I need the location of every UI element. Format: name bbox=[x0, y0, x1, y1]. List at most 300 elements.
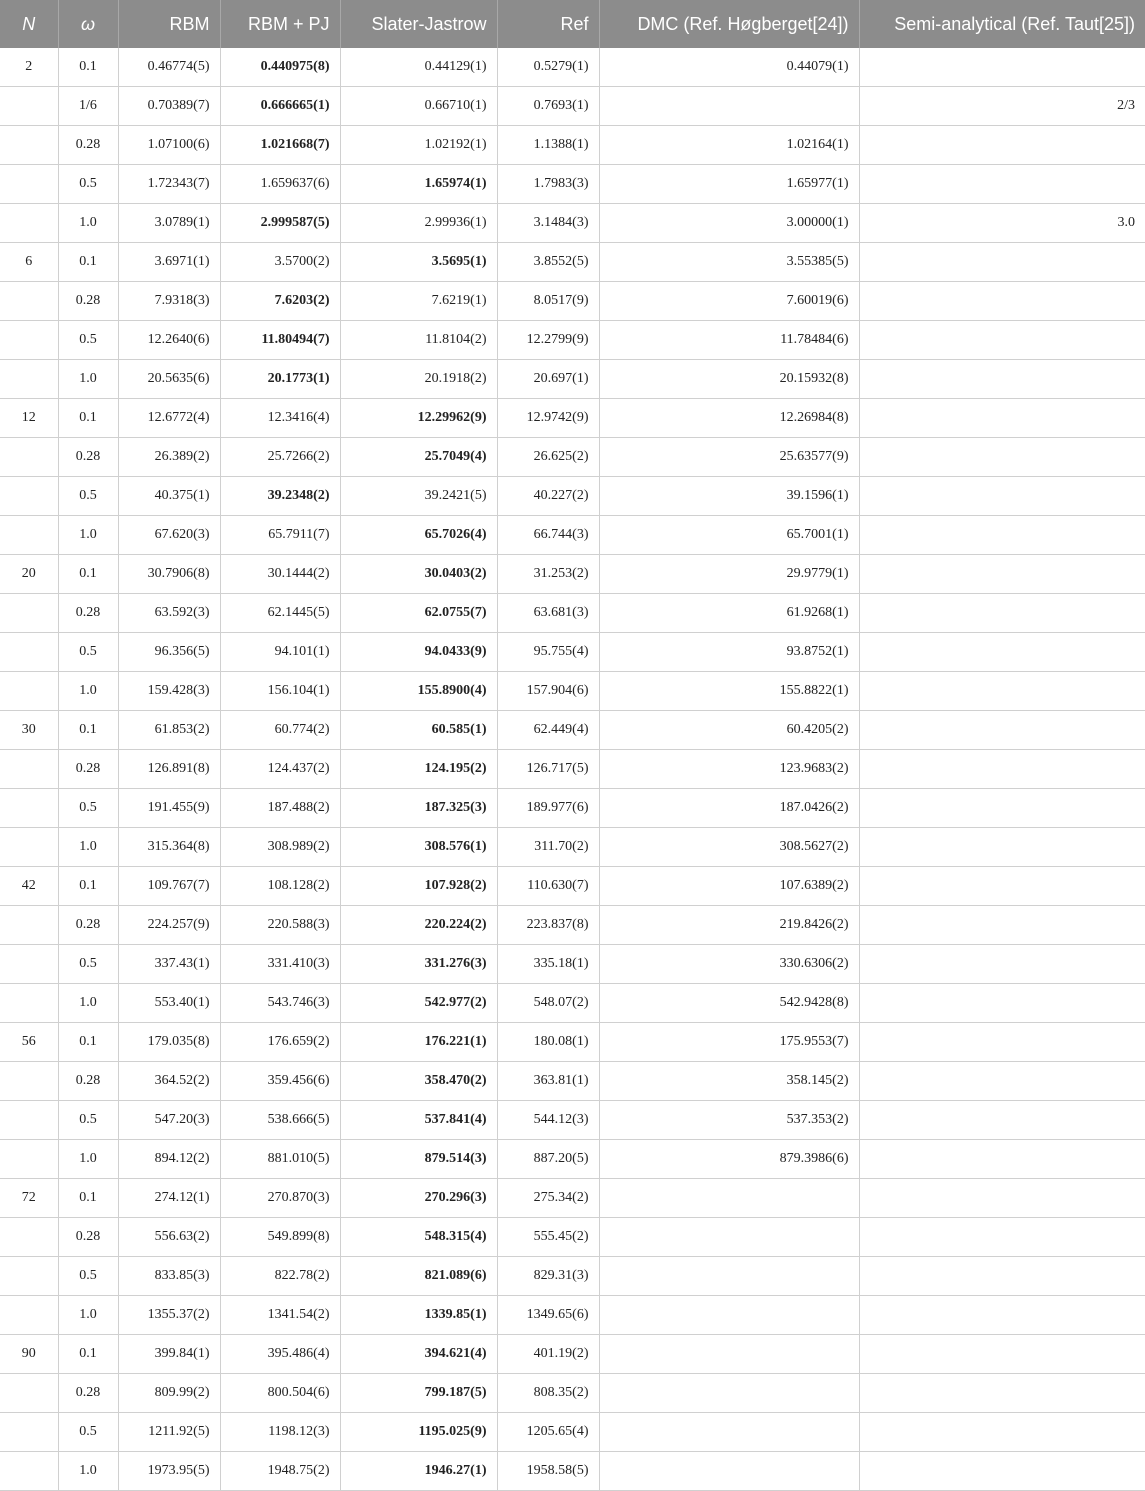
table-row bbox=[0, 672, 1145, 711]
cell-n bbox=[0, 1101, 58, 1140]
cell-ref: 1.1388(1) bbox=[497, 126, 599, 165]
table-row bbox=[0, 867, 1145, 906]
cell-dmc: 155.8822(1) bbox=[599, 672, 859, 711]
cell-omega: 0.5 bbox=[58, 165, 118, 204]
cell-n bbox=[0, 1413, 58, 1452]
cell-n bbox=[0, 360, 58, 399]
cell-semi-analytical bbox=[859, 48, 1145, 87]
cell-omega: 0.28 bbox=[58, 750, 118, 789]
cell-slater-jastrow: 1339.85(1) bbox=[340, 1296, 497, 1335]
cell-dmc: 542.9428(8) bbox=[599, 984, 859, 1023]
cell-dmc: 187.0426(2) bbox=[599, 789, 859, 828]
cell-slater-jastrow: 12.29962(9) bbox=[340, 399, 497, 438]
cell-n bbox=[0, 750, 58, 789]
cell-rbm-pj: 395.486(4) bbox=[220, 1335, 340, 1374]
cell-dmc: 107.6389(2) bbox=[599, 867, 859, 906]
cell-rbm-pj: 538.666(5) bbox=[220, 1101, 340, 1140]
cell-ref: 555.45(2) bbox=[497, 1218, 599, 1257]
table-row bbox=[0, 828, 1145, 867]
cell-semi-analytical bbox=[859, 516, 1145, 555]
cell-n bbox=[0, 282, 58, 321]
cell-slater-jastrow: 548.315(4) bbox=[340, 1218, 497, 1257]
cell-ref: 110.630(7) bbox=[497, 867, 599, 906]
cell-rbm: 63.592(3) bbox=[118, 594, 220, 633]
header-dmc: DMC (Ref. Høgberget[24]) bbox=[599, 0, 859, 48]
cell-dmc: 3.55385(5) bbox=[599, 243, 859, 282]
cell-rbm: 96.356(5) bbox=[118, 633, 220, 672]
cell-rbm: 364.52(2) bbox=[118, 1062, 220, 1101]
cell-semi-analytical bbox=[859, 321, 1145, 360]
cell-semi-analytical bbox=[859, 828, 1145, 867]
cell-slater-jastrow: 30.0403(2) bbox=[340, 555, 497, 594]
cell-rbm: 30.7906(8) bbox=[118, 555, 220, 594]
cell-dmc bbox=[599, 1413, 859, 1452]
table-row bbox=[0, 906, 1145, 945]
cell-slater-jastrow: 537.841(4) bbox=[340, 1101, 497, 1140]
cell-ref: 126.717(5) bbox=[497, 750, 599, 789]
table-row bbox=[0, 438, 1145, 477]
cell-ref: 311.70(2) bbox=[497, 828, 599, 867]
cell-rbm-pj: 822.78(2) bbox=[220, 1257, 340, 1296]
cell-semi-analytical bbox=[859, 984, 1145, 1023]
cell-dmc: 60.4205(2) bbox=[599, 711, 859, 750]
cell-rbm: 274.12(1) bbox=[118, 1179, 220, 1218]
cell-semi-analytical bbox=[859, 399, 1145, 438]
cell-rbm-pj: 124.437(2) bbox=[220, 750, 340, 789]
cell-omega: 0.1 bbox=[58, 1335, 118, 1374]
cell-omega: 0.28 bbox=[58, 1218, 118, 1257]
cell-rbm-pj: 20.1773(1) bbox=[220, 360, 340, 399]
cell-rbm-pj: 176.659(2) bbox=[220, 1023, 340, 1062]
cell-rbm: 61.853(2) bbox=[118, 711, 220, 750]
cell-dmc: 1.02164(1) bbox=[599, 126, 859, 165]
table-row bbox=[0, 126, 1145, 165]
cell-slater-jastrow: 3.5695(1) bbox=[340, 243, 497, 282]
cell-n bbox=[0, 945, 58, 984]
cell-rbm: 20.5635(6) bbox=[118, 360, 220, 399]
cell-n bbox=[0, 1296, 58, 1335]
cell-dmc: 7.60019(6) bbox=[599, 282, 859, 321]
cell-rbm-pj: 30.1444(2) bbox=[220, 555, 340, 594]
cell-dmc bbox=[599, 1257, 859, 1296]
cell-omega: 1.0 bbox=[58, 828, 118, 867]
cell-rbm-pj: 331.410(3) bbox=[220, 945, 340, 984]
cell-omega: 0.1 bbox=[58, 711, 118, 750]
table-row bbox=[0, 1452, 1145, 1491]
table-row bbox=[0, 1218, 1145, 1257]
table-row bbox=[0, 477, 1145, 516]
cell-ref: 1.7983(3) bbox=[497, 165, 599, 204]
cell-rbm-pj: 94.101(1) bbox=[220, 633, 340, 672]
cell-n: 20 bbox=[0, 555, 58, 594]
cell-slater-jastrow: 25.7049(4) bbox=[340, 438, 497, 477]
table-row bbox=[0, 399, 1145, 438]
cell-slater-jastrow: 0.66710(1) bbox=[340, 87, 497, 126]
cell-slater-jastrow: 358.470(2) bbox=[340, 1062, 497, 1101]
cell-omega: 1.0 bbox=[58, 204, 118, 243]
cell-dmc bbox=[599, 1296, 859, 1335]
cell-rbm-pj: 881.010(5) bbox=[220, 1140, 340, 1179]
cell-ref: 363.81(1) bbox=[497, 1062, 599, 1101]
cell-dmc: 61.9268(1) bbox=[599, 594, 859, 633]
cell-rbm: 553.40(1) bbox=[118, 984, 220, 1023]
table-row bbox=[0, 1023, 1145, 1062]
cell-rbm-pj: 270.870(3) bbox=[220, 1179, 340, 1218]
cell-rbm-pj: 3.5700(2) bbox=[220, 243, 340, 282]
cell-omega: 0.28 bbox=[58, 282, 118, 321]
cell-ref: 31.253(2) bbox=[497, 555, 599, 594]
cell-n bbox=[0, 828, 58, 867]
cell-omega: 1.0 bbox=[58, 672, 118, 711]
cell-dmc: 29.9779(1) bbox=[599, 555, 859, 594]
table-row bbox=[0, 87, 1145, 126]
header-semi-analytical: Semi-analytical (Ref. Taut[25]) bbox=[859, 0, 1145, 48]
cell-ref: 8.0517(9) bbox=[497, 282, 599, 321]
cell-omega: 0.28 bbox=[58, 1374, 118, 1413]
cell-semi-analytical bbox=[859, 789, 1145, 828]
cell-omega: 0.1 bbox=[58, 243, 118, 282]
cell-rbm: 179.035(8) bbox=[118, 1023, 220, 1062]
cell-rbm-pj: 60.774(2) bbox=[220, 711, 340, 750]
cell-omega: 0.5 bbox=[58, 1257, 118, 1296]
cell-rbm: 547.20(3) bbox=[118, 1101, 220, 1140]
cell-semi-analytical bbox=[859, 672, 1145, 711]
cell-semi-analytical bbox=[859, 282, 1145, 321]
table-row bbox=[0, 1413, 1145, 1452]
table-row bbox=[0, 594, 1145, 633]
cell-n bbox=[0, 906, 58, 945]
cell-n: 42 bbox=[0, 867, 58, 906]
cell-omega: 1.0 bbox=[58, 360, 118, 399]
cell-rbm-pj: 65.7911(7) bbox=[220, 516, 340, 555]
cell-rbm: 224.257(9) bbox=[118, 906, 220, 945]
cell-n bbox=[0, 1374, 58, 1413]
cell-dmc: 879.3986(6) bbox=[599, 1140, 859, 1179]
cell-dmc: 219.8426(2) bbox=[599, 906, 859, 945]
cell-dmc: 20.15932(8) bbox=[599, 360, 859, 399]
cell-slater-jastrow: 879.514(3) bbox=[340, 1140, 497, 1179]
cell-omega: 0.5 bbox=[58, 789, 118, 828]
cell-n bbox=[0, 87, 58, 126]
cell-n bbox=[0, 438, 58, 477]
cell-n: 6 bbox=[0, 243, 58, 282]
cell-slater-jastrow: 270.296(3) bbox=[340, 1179, 497, 1218]
cell-semi-analytical bbox=[859, 1452, 1145, 1491]
cell-slater-jastrow: 20.1918(2) bbox=[340, 360, 497, 399]
cell-n: 12 bbox=[0, 399, 58, 438]
table-row bbox=[0, 984, 1145, 1023]
cell-dmc bbox=[599, 87, 859, 126]
cell-dmc: 358.145(2) bbox=[599, 1062, 859, 1101]
cell-dmc: 308.5627(2) bbox=[599, 828, 859, 867]
table-row bbox=[0, 48, 1145, 87]
cell-slater-jastrow: 2.99936(1) bbox=[340, 204, 497, 243]
cell-rbm: 3.0789(1) bbox=[118, 204, 220, 243]
cell-rbm-pj: 549.899(8) bbox=[220, 1218, 340, 1257]
cell-rbm-pj: 39.2348(2) bbox=[220, 477, 340, 516]
cell-semi-analytical bbox=[859, 1257, 1145, 1296]
cell-rbm: 1.72343(7) bbox=[118, 165, 220, 204]
cell-n bbox=[0, 204, 58, 243]
cell-ref: 0.7693(1) bbox=[497, 87, 599, 126]
cell-dmc bbox=[599, 1452, 859, 1491]
cell-n bbox=[0, 984, 58, 1023]
cell-slater-jastrow: 65.7026(4) bbox=[340, 516, 497, 555]
cell-rbm: 12.6772(4) bbox=[118, 399, 220, 438]
cell-ref: 335.18(1) bbox=[497, 945, 599, 984]
cell-semi-analytical bbox=[859, 594, 1145, 633]
cell-semi-analytical bbox=[859, 867, 1145, 906]
table-row bbox=[0, 711, 1145, 750]
cell-rbm-pj: 308.989(2) bbox=[220, 828, 340, 867]
cell-rbm-pj: 1341.54(2) bbox=[220, 1296, 340, 1335]
table-row bbox=[0, 360, 1145, 399]
cell-omega: 0.28 bbox=[58, 1062, 118, 1101]
cell-dmc: 39.1596(1) bbox=[599, 477, 859, 516]
cell-ref: 12.9742(9) bbox=[497, 399, 599, 438]
cell-omega: 0.28 bbox=[58, 906, 118, 945]
cell-slater-jastrow: 1195.025(9) bbox=[340, 1413, 497, 1452]
cell-ref: 20.697(1) bbox=[497, 360, 599, 399]
cell-rbm: 0.46774(5) bbox=[118, 48, 220, 87]
cell-slater-jastrow: 155.8900(4) bbox=[340, 672, 497, 711]
table-row bbox=[0, 1335, 1145, 1374]
cell-semi-analytical bbox=[859, 477, 1145, 516]
cell-omega: 1.0 bbox=[58, 1296, 118, 1335]
cell-dmc: 3.00000(1) bbox=[599, 204, 859, 243]
cell-n bbox=[0, 789, 58, 828]
cell-n bbox=[0, 165, 58, 204]
cell-rbm: 894.12(2) bbox=[118, 1140, 220, 1179]
cell-slater-jastrow: 11.8104(2) bbox=[340, 321, 497, 360]
cell-dmc: 11.78484(6) bbox=[599, 321, 859, 360]
table-row bbox=[0, 1296, 1145, 1335]
cell-slater-jastrow: 39.2421(5) bbox=[340, 477, 497, 516]
cell-semi-analytical: 2/3 bbox=[859, 87, 1145, 126]
cell-rbm: 809.99(2) bbox=[118, 1374, 220, 1413]
cell-ref: 63.681(3) bbox=[497, 594, 599, 633]
cell-rbm-pj: 62.1445(5) bbox=[220, 594, 340, 633]
table-row bbox=[0, 321, 1145, 360]
cell-n: 2 bbox=[0, 48, 58, 87]
cell-n bbox=[0, 1452, 58, 1491]
cell-ref: 62.449(4) bbox=[497, 711, 599, 750]
cell-slater-jastrow: 1.02192(1) bbox=[340, 126, 497, 165]
header-row bbox=[0, 0, 1145, 48]
table-row bbox=[0, 1374, 1145, 1413]
cell-semi-analytical bbox=[859, 165, 1145, 204]
cell-omega: 0.5 bbox=[58, 1101, 118, 1140]
cell-semi-analytical bbox=[859, 1296, 1145, 1335]
cell-semi-analytical bbox=[859, 1023, 1145, 1062]
cell-rbm: 833.85(3) bbox=[118, 1257, 220, 1296]
header-omega: ω bbox=[58, 0, 118, 48]
cell-semi-analytical bbox=[859, 633, 1145, 672]
cell-n bbox=[0, 321, 58, 360]
cell-n bbox=[0, 594, 58, 633]
cell-semi-analytical bbox=[859, 1218, 1145, 1257]
cell-semi-analytical bbox=[859, 711, 1145, 750]
cell-slater-jastrow: 1.65974(1) bbox=[340, 165, 497, 204]
cell-slater-jastrow: 220.224(2) bbox=[340, 906, 497, 945]
cell-semi-analytical bbox=[859, 1101, 1145, 1140]
cell-ref: 887.20(5) bbox=[497, 1140, 599, 1179]
cell-omega: 0.1 bbox=[58, 399, 118, 438]
cell-ref: 0.5279(1) bbox=[497, 48, 599, 87]
cell-omega: 1.0 bbox=[58, 1452, 118, 1491]
cell-slater-jastrow: 799.187(5) bbox=[340, 1374, 497, 1413]
cell-rbm-pj: 25.7266(2) bbox=[220, 438, 340, 477]
cell-omega: 0.5 bbox=[58, 477, 118, 516]
cell-semi-analytical bbox=[859, 1140, 1145, 1179]
table-row bbox=[0, 516, 1145, 555]
cell-n bbox=[0, 1218, 58, 1257]
cell-slater-jastrow: 94.0433(9) bbox=[340, 633, 497, 672]
cell-rbm-pj: 1.659637(6) bbox=[220, 165, 340, 204]
cell-rbm-pj: 156.104(1) bbox=[220, 672, 340, 711]
cell-omega: 0.28 bbox=[58, 438, 118, 477]
cell-slater-jastrow: 187.325(3) bbox=[340, 789, 497, 828]
cell-dmc: 65.7001(1) bbox=[599, 516, 859, 555]
table-row bbox=[0, 555, 1145, 594]
cell-n bbox=[0, 672, 58, 711]
cell-slater-jastrow: 60.585(1) bbox=[340, 711, 497, 750]
cell-semi-analytical bbox=[859, 1413, 1145, 1452]
cell-rbm: 12.2640(6) bbox=[118, 321, 220, 360]
cell-n: 56 bbox=[0, 1023, 58, 1062]
cell-ref: 12.2799(9) bbox=[497, 321, 599, 360]
cell-omega: 0.28 bbox=[58, 594, 118, 633]
cell-slater-jastrow: 821.089(6) bbox=[340, 1257, 497, 1296]
cell-n bbox=[0, 1062, 58, 1101]
cell-dmc bbox=[599, 1374, 859, 1413]
cell-dmc: 537.353(2) bbox=[599, 1101, 859, 1140]
cell-rbm: 26.389(2) bbox=[118, 438, 220, 477]
cell-omega: 1.0 bbox=[58, 516, 118, 555]
cell-n: 30 bbox=[0, 711, 58, 750]
cell-rbm-pj: 11.80494(7) bbox=[220, 321, 340, 360]
cell-rbm-pj: 108.128(2) bbox=[220, 867, 340, 906]
cell-semi-analytical bbox=[859, 906, 1145, 945]
cell-rbm-pj: 187.488(2) bbox=[220, 789, 340, 828]
cell-semi-analytical bbox=[859, 1374, 1145, 1413]
cell-semi-analytical bbox=[859, 945, 1145, 984]
cell-rbm: 0.70389(7) bbox=[118, 87, 220, 126]
cell-rbm: 3.6971(1) bbox=[118, 243, 220, 282]
cell-rbm-pj: 1198.12(3) bbox=[220, 1413, 340, 1452]
table-row bbox=[0, 945, 1145, 984]
table-row bbox=[0, 204, 1145, 243]
cell-slater-jastrow: 308.576(1) bbox=[340, 828, 497, 867]
cell-ref: 1349.65(6) bbox=[497, 1296, 599, 1335]
cell-ref: 3.8552(5) bbox=[497, 243, 599, 282]
cell-rbm: 40.375(1) bbox=[118, 477, 220, 516]
cell-ref: 157.904(6) bbox=[497, 672, 599, 711]
cell-dmc: 123.9683(2) bbox=[599, 750, 859, 789]
header-slater-jastrow: Slater-Jastrow bbox=[340, 0, 497, 48]
cell-rbm-pj: 7.6203(2) bbox=[220, 282, 340, 321]
cell-rbm-pj: 359.456(6) bbox=[220, 1062, 340, 1101]
cell-ref: 1958.58(5) bbox=[497, 1452, 599, 1491]
cell-ref: 548.07(2) bbox=[497, 984, 599, 1023]
cell-rbm: 159.428(3) bbox=[118, 672, 220, 711]
cell-rbm: 337.43(1) bbox=[118, 945, 220, 984]
cell-dmc: 25.63577(9) bbox=[599, 438, 859, 477]
table-row bbox=[0, 1062, 1145, 1101]
cell-slater-jastrow: 331.276(3) bbox=[340, 945, 497, 984]
table-row bbox=[0, 243, 1145, 282]
cell-n bbox=[0, 1257, 58, 1296]
cell-n bbox=[0, 126, 58, 165]
cell-slater-jastrow: 394.621(4) bbox=[340, 1335, 497, 1374]
cell-omega: 0.5 bbox=[58, 945, 118, 984]
cell-n: 72 bbox=[0, 1179, 58, 1218]
cell-slater-jastrow: 1946.27(1) bbox=[340, 1452, 497, 1491]
cell-omega: 0.1 bbox=[58, 1023, 118, 1062]
cell-rbm-pj: 12.3416(4) bbox=[220, 399, 340, 438]
cell-slater-jastrow: 107.928(2) bbox=[340, 867, 497, 906]
cell-ref: 829.31(3) bbox=[497, 1257, 599, 1296]
cell-ref: 40.227(2) bbox=[497, 477, 599, 516]
cell-ref: 95.755(4) bbox=[497, 633, 599, 672]
cell-ref: 401.19(2) bbox=[497, 1335, 599, 1374]
cell-rbm: 315.364(8) bbox=[118, 828, 220, 867]
cell-semi-analytical bbox=[859, 126, 1145, 165]
cell-rbm: 399.84(1) bbox=[118, 1335, 220, 1374]
cell-semi-analytical bbox=[859, 438, 1145, 477]
cell-semi-analytical bbox=[859, 1335, 1145, 1374]
cell-dmc bbox=[599, 1218, 859, 1257]
cell-n: 90 bbox=[0, 1335, 58, 1374]
table-row bbox=[0, 1257, 1145, 1296]
cell-slater-jastrow: 7.6219(1) bbox=[340, 282, 497, 321]
cell-rbm-pj: 1948.75(2) bbox=[220, 1452, 340, 1491]
cell-ref: 223.837(8) bbox=[497, 906, 599, 945]
cell-ref: 189.977(6) bbox=[497, 789, 599, 828]
cell-n bbox=[0, 516, 58, 555]
header-n: N bbox=[0, 0, 58, 48]
cell-semi-analytical bbox=[859, 243, 1145, 282]
cell-ref: 544.12(3) bbox=[497, 1101, 599, 1140]
cell-ref: 275.34(2) bbox=[497, 1179, 599, 1218]
cell-slater-jastrow: 62.0755(7) bbox=[340, 594, 497, 633]
cell-rbm: 1.07100(6) bbox=[118, 126, 220, 165]
cell-rbm-pj: 2.999587(5) bbox=[220, 204, 340, 243]
cell-dmc: 12.26984(8) bbox=[599, 399, 859, 438]
cell-n bbox=[0, 477, 58, 516]
cell-slater-jastrow: 0.44129(1) bbox=[340, 48, 497, 87]
cell-omega: 1/6 bbox=[58, 87, 118, 126]
cell-n bbox=[0, 633, 58, 672]
cell-dmc: 1.65977(1) bbox=[599, 165, 859, 204]
table-row bbox=[0, 1140, 1145, 1179]
table-row bbox=[0, 282, 1145, 321]
cell-dmc: 0.44079(1) bbox=[599, 48, 859, 87]
cell-rbm: 1211.92(5) bbox=[118, 1413, 220, 1452]
cell-slater-jastrow: 124.195(2) bbox=[340, 750, 497, 789]
cell-dmc bbox=[599, 1179, 859, 1218]
header-rbm-pj: RBM + PJ bbox=[220, 0, 340, 48]
table-row bbox=[0, 1101, 1145, 1140]
cell-ref: 26.625(2) bbox=[497, 438, 599, 477]
table-row bbox=[0, 750, 1145, 789]
cell-dmc: 175.9553(7) bbox=[599, 1023, 859, 1062]
table-row bbox=[0, 789, 1145, 828]
cell-semi-analytical bbox=[859, 750, 1145, 789]
table-body bbox=[0, 48, 1145, 1491]
cell-ref: 66.744(3) bbox=[497, 516, 599, 555]
cell-omega: 0.1 bbox=[58, 867, 118, 906]
